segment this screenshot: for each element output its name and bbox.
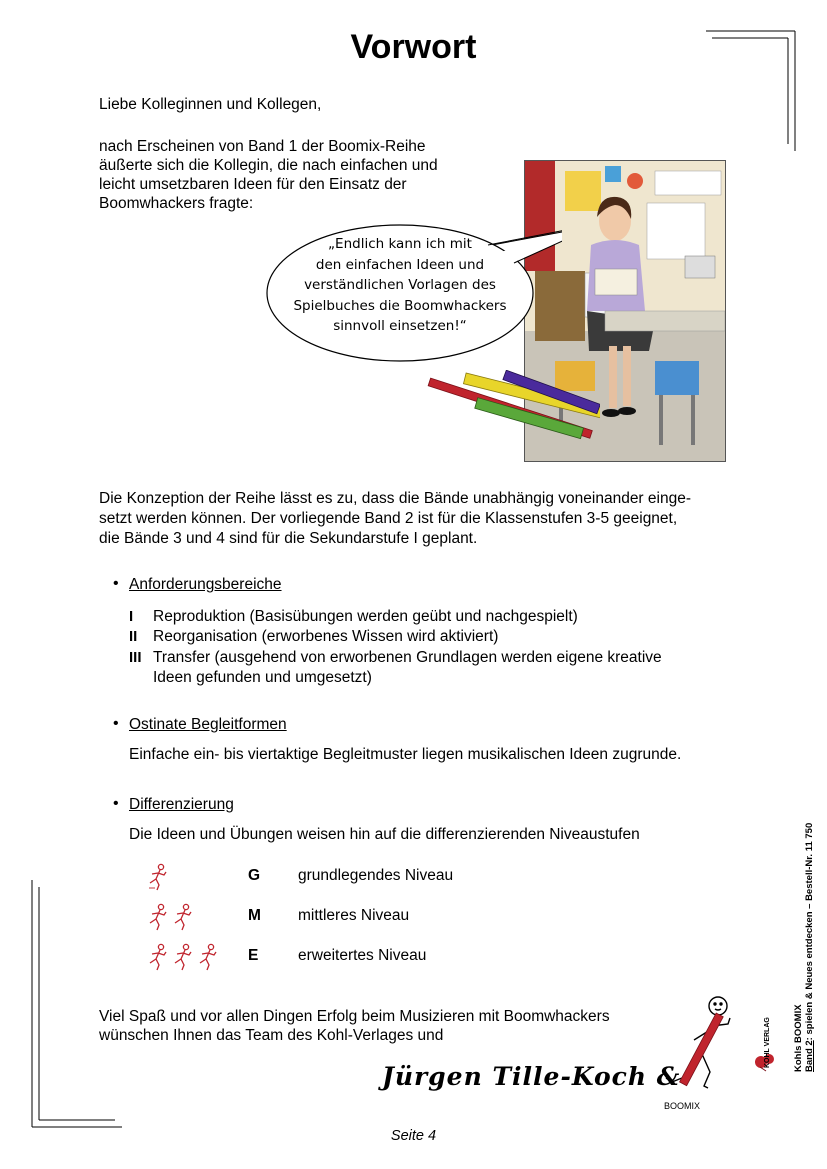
boomwhacker-tubes-illustration [420, 370, 600, 460]
mascot-label: BOOMIX [664, 1101, 701, 1111]
intro-line-3: leicht umsetzbaren Ideen für den Einsatz der [99, 176, 407, 193]
section-heading-anforderungsbereiche: Anforderungsbereiche [129, 576, 282, 593]
section-heading-differenzierung: Differenzierung [129, 796, 234, 813]
quote-line-2: den einfachen Ideen und [315, 256, 485, 273]
level-letter-e: E [248, 947, 259, 964]
page-number: Seite 4 [390, 1128, 437, 1144]
bullet-2: • [113, 715, 119, 732]
concept-line-3: die Bände 3 und 4 sind für die Sekundarstufe I geplant. [99, 530, 478, 547]
quote-line-5: sinnvoll einsetzen!“ [333, 318, 467, 334]
level-letter-g: G [248, 867, 261, 884]
requirement-item-3-line-2: Ideen gefunden und umgesetzt) [153, 669, 372, 686]
quote-text [282, 234, 518, 337]
numeral-3: III [129, 649, 142, 666]
runner-icon-level-e-3 [195, 943, 221, 971]
intro-line-2: äußerte sich die Kollegin, die nach einfachen und [99, 157, 438, 174]
differenzierung-text: Die Ideen und Übungen weisen hin auf die differenzierenden Niveaustufen [129, 826, 640, 843]
sidebar-band: Band 2 [804, 1040, 815, 1072]
author-signature: Jürgen Tille-Koch & [382, 1062, 681, 1091]
numeral-1: I [129, 608, 134, 625]
runner-icon-level-m-1 [145, 903, 171, 931]
runner-icon-level-g [145, 863, 171, 891]
ostinate-text: Einfache ein- bis viertaktige Begleitmuster liegen musikalischen Ideen zugrunde. [129, 746, 682, 763]
intro-line-4: Boomwhackers fragte: [99, 195, 254, 212]
closing-line-1: Viel Spaß und vor allen Dingen Erfolg beim Musizieren mit Boomwhackers [99, 1008, 610, 1025]
sidebar-publication-info [793, 823, 815, 1072]
numeral-2: II [129, 628, 138, 645]
bullet-1: • [113, 575, 119, 592]
level-label-e: erweitertes Niveau [298, 947, 427, 964]
runner-icon-level-e-2 [170, 943, 196, 971]
level-label-g: grundlegendes Niveau [298, 867, 454, 884]
intro-line-1: nach Erscheinen von Band 1 der Boomix-Reihe [99, 138, 426, 155]
concept-line-2: setzt werden können. Der vorliegende Band 2 ist für die Klassenstufen 3-5 geeignet, [99, 510, 678, 527]
salutation: Liebe Kolleginnen und Kollegen, [99, 96, 322, 113]
publisher-mark: KOHL VERLAG [764, 1017, 771, 1068]
bullet-3: • [113, 795, 119, 812]
section-heading-ostinate: Ostinate Begleitformen [129, 716, 287, 733]
quote-line-4: Spielbuches die Boomwhackers [293, 297, 507, 314]
page-title: Vorwort [350, 28, 477, 66]
concept-line-1: Die Konzeption der Reihe lässt es zu, dass die Bände unabhängig voneinander einge- [99, 490, 691, 507]
sidebar-line-2 [804, 823, 815, 1072]
closing-line-2: wünschen Ihnen das Team des Kohl-Verlages und [99, 1027, 444, 1044]
sidebar-line-1: Kohls BOOMIX [793, 1004, 804, 1072]
sidebar-rest: : spielen & Neues entdecken – Bestell-Nr. 11 750 [804, 822, 815, 1041]
requirement-item-2: Reorganisation (erworbenes Wissen wird aktiviert) [153, 628, 499, 645]
requirement-item-3-line-1: Transfer (ausgehend von erworbenen Grundlagen werden eigene kreative [153, 649, 662, 666]
quote-line-1: „Endlich kann ich mit [328, 236, 472, 252]
quote-line-3: verständlichen Vorlagen des [304, 277, 496, 293]
boomix-mascot [652, 994, 732, 1104]
corner-ornament-bottom-left [27, 875, 127, 1135]
requirement-item-1: Reproduktion (Basisübungen werden geübt und nachgespielt) [153, 608, 578, 625]
level-letter-m: M [248, 907, 261, 924]
runner-icon-level-m-2 [170, 903, 196, 931]
runner-icon-level-e-1 [145, 943, 171, 971]
level-label-m: mittleres Niveau [298, 907, 410, 924]
